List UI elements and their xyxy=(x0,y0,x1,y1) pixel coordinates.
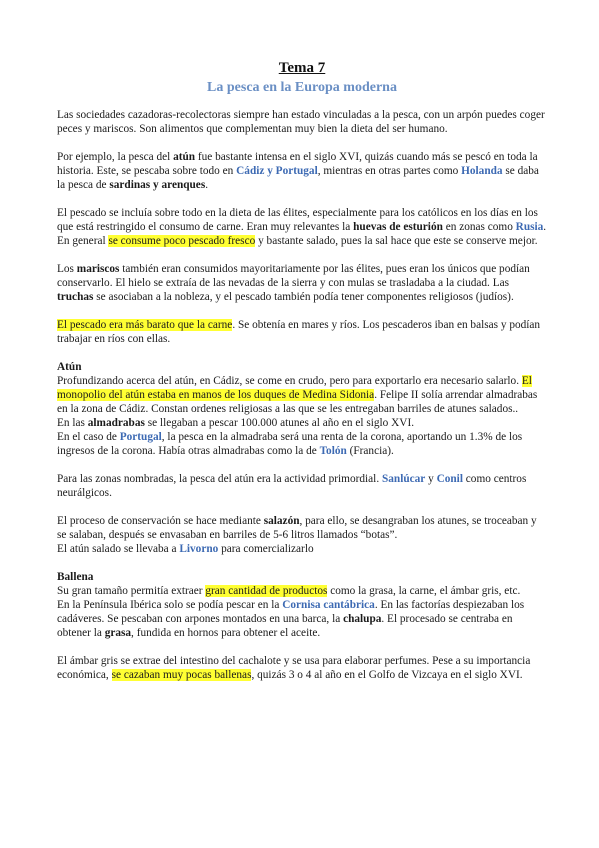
document-body xyxy=(57,60,547,682)
paragraph-atun-cadiz: Profundizando acerca del atún, en Cádiz, se come en crudo, pero para exportarlo era necesario salarlo. El monopolio del atún estaba en manos de los duques de Medina Sidonia. Felipe II solía arrendar almadrabas en la zona de Cádiz. Constan ordenes religiosas a las que se les entregaban barriles de atunes salados.. xyxy=(57,375,538,415)
place-cornisa-cantabrica: Cornisa cantábrica xyxy=(282,599,375,611)
place-rusia: Rusia xyxy=(515,221,544,233)
paragraph-salazon: El proceso de conservación se hace mediante salazón, para ello, se desangraban los atunes, se troceaban y se salaban, después se envasaban en barriles de 5-6 litros llamados “botas”. xyxy=(57,515,537,541)
paragraph-intro: Las sociedades cazadoras-recolectoras siempre han estado vinculadas a la pesca, con un arpón puedes coger peces y mariscos. Son alimentos que complementan muy bien la dieta del ser humano. xyxy=(57,109,545,135)
section-heading-ballena: Ballena xyxy=(57,571,94,583)
paragraph-ambar-gris: El ámbar gris se extrae del intestino del cachalote y se usa para elaborar perfumes. Pese a su importancia económica, se cazaban muy pocas ballenas, quizás 3 o 4 al año en el Golfo de Vizcaya en el siglo XVI. xyxy=(57,655,531,681)
highlight-productos: gran cantidad de productos xyxy=(205,585,328,597)
paragraph-ballena-tamano: Su gran tamaño permitía extraer gran cantidad de productos como la grasa, la carne, el ámbar gris, etc. xyxy=(57,585,521,597)
paragraph-atun-siglo-xvi: Por ejemplo, la pesca del atún fue bastante intensa en el siglo XVI, quizás cuando más se pescó en toda la historia. Este, se pescaba sobre todo en Cádiz y Portugal, mientras en otras partes como Holanda se daba la pesca de sardinas y arenques. xyxy=(57,151,539,191)
paragraph-portugal: En el caso de Portugal, la pesca en la almadraba será una renta de la corona, aportando un 1.3% de los ingresos de la corona. Había otras almadrabas como la de Tolón (Francia). xyxy=(57,431,523,457)
highlight-pescado-fresco: se consume poco pescado fresco xyxy=(108,235,256,247)
paragraph-almadrabas: En las almadrabas se llegaban a pescar 100.000 atunes al año en el siglo XVI. xyxy=(57,417,415,429)
paragraph-elites: El pescado se incluía sobre todo en la dieta de las élites, especialmente para los católicos en los días en los que está restringido el consumo de carne. Eran muy relevantes la huevas de esturión en zonas como Rusia. En general se consume poco pescado fresco y bastante salado, pues la sal hace que este se conserve mejor. xyxy=(57,207,547,247)
section-heading-atun: Atún xyxy=(57,361,82,373)
highlight-mas-barato: El pescado era más barato que la carne xyxy=(57,319,233,331)
paragraph-livorno: El atún salado se llevaba a Livorno para comercializarlo xyxy=(57,543,314,555)
paragraph-mariscos: Los mariscos también eran consumidos mayoritariamente por las élites, pues eran los únicos que podían conservarlo. El hielo se extraía de las nevadas de la sierra y con mulas se trasladaba a la ciudad. Las truchas se asociaban a la nobleza, y el pescado también podía tener componentes religiosos (judíos). xyxy=(57,263,530,303)
page-title: Tema 7 xyxy=(278,60,326,76)
page-subtitle: La pesca en la Europa moderna xyxy=(207,80,397,95)
place-conil: Conil xyxy=(436,473,463,485)
place-holanda: Holanda xyxy=(461,165,503,177)
paragraph-barato: El pescado era más barato que la carne. Se obtenía en mares y ríos. Los pescaderos iban en balsas y podían trabajar en ríos con ellas. xyxy=(57,319,541,345)
place-portugal: Portugal xyxy=(119,431,162,443)
highlight-monopolio: El monopolio del atún estaba en manos de los duques de Medina Sidonia xyxy=(57,375,532,401)
place-sanlucar: Sanlúcar xyxy=(381,473,426,485)
place-tolon: Tolón xyxy=(319,445,347,457)
paragraph-cornisa: En la Península Ibérica solo se podía pescar en la Cornisa cantábrica. En las factorías despiezaban los cadáveres. Se pescaban con arpones montados en una barca, la chalupa. El procesado se centraba en obtener la grasa, fundida en hornos para obtener el aceite. xyxy=(57,599,525,639)
place-livorno: Livorno xyxy=(179,543,219,555)
paragraph-zonas: Para las zonas nombradas, la pesca del atún era la actividad primordial. Sanlúcar y Conil como centros neurálgicos. xyxy=(57,473,527,499)
highlight-pocas-ballenas: se cazaban muy pocas ballenas xyxy=(111,669,252,681)
place-cadiz-portugal: Cádiz y Portugal xyxy=(236,165,318,177)
